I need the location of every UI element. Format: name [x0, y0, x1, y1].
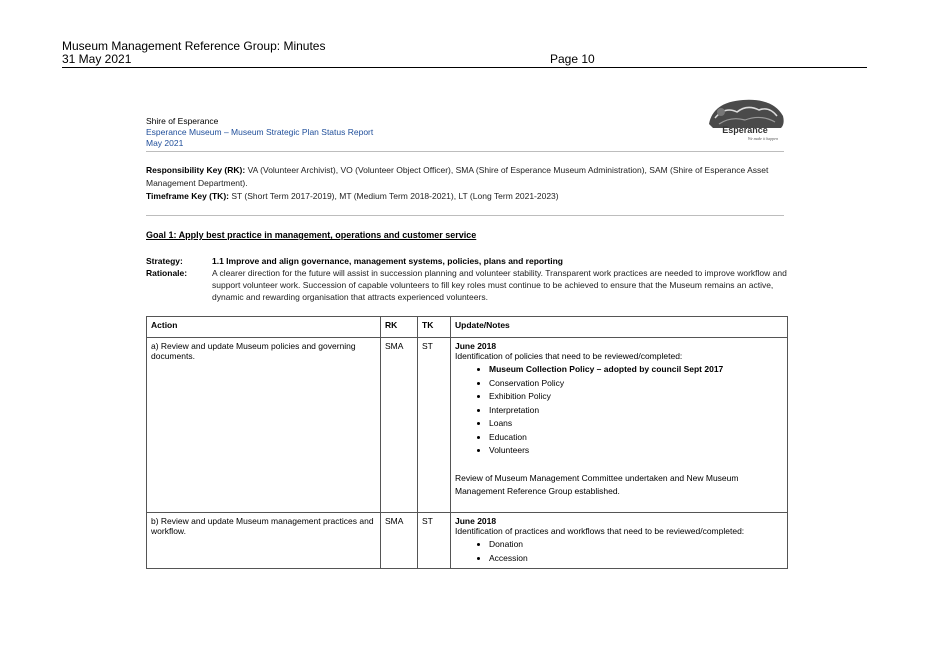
notes-date: June 2018 — [455, 341, 497, 351]
header-divider — [62, 67, 867, 68]
report-title: Esperance Museum – Museum Strategic Plan Status Report — [146, 127, 374, 137]
tk-text: ST (Short Term 2017-2019), MT (Medium Term 2018-2021), LT (Long Term 2021-2023) — [231, 191, 559, 201]
table-row — [147, 338, 788, 513]
col-header-action: Action — [147, 317, 381, 338]
list-item: • Museum Collection Policy – adopted by council Sept 2017 — [489, 363, 783, 377]
notes-intro: Identification of practices and workflows that need to be reviewed/completed: — [455, 526, 745, 536]
action-table — [146, 316, 788, 569]
org-name: Shire of Esperance — [146, 116, 219, 126]
review-note: Review of Museum Management Committee undertaken and New Museum Management Reference Group established. — [455, 472, 739, 496]
notes-intro: Identification of policies that need to be reviewed/completed: — [455, 351, 683, 361]
notes-date: June 2018 — [455, 516, 497, 526]
list-item: • Volunteers — [489, 444, 783, 458]
list-item: • Conservation Policy — [489, 377, 783, 391]
rationale-label: Rationale: — [146, 268, 188, 278]
strategy-label: Strategy: — [146, 256, 183, 266]
table-header-row — [147, 317, 788, 338]
list-item: • Exhibition Policy — [489, 390, 783, 404]
tk-label: Timeframe Key (TK): — [146, 191, 229, 201]
tk-cell: ST — [418, 513, 451, 569]
rationale-text: A clearer direction for the future will assist in succession planning and volunteer stability. Transparent work practices are needed to improve workflow and support volunteer work. Succession of capable volunteers to fill key roles must continue to be achieved to ensure that the Museum remains an active, dynamic and rewarding organisation that attracts experienced volunteers. — [212, 268, 787, 302]
list-item: • Loans — [489, 417, 783, 431]
action-cell: a) Review and update Museum policies and governing documents. — [147, 338, 381, 513]
action-cell: b) Review and update Museum management practices and workflow. — [147, 513, 381, 569]
rk-text: VA (Volunteer Archivist), VO (Volunteer Object Officer), SMA (Shire of Esperance Museum Administration), SAM (Shire of Esperance Asset Management Department). — [146, 165, 769, 188]
minutes-title: Museum Management Reference Group: Minutes — [62, 39, 326, 53]
report-date: May 2021 — [146, 138, 184, 148]
responsibility-key — [146, 164, 786, 190]
col-header-rk: RK — [381, 317, 418, 338]
list-item: • Donation — [489, 538, 783, 552]
report-heading — [146, 116, 373, 149]
page-number: Page 10 — [550, 52, 595, 66]
timeframe-key — [146, 190, 786, 203]
logo-tagline: We make it happen — [747, 136, 779, 141]
policy-list — [455, 363, 783, 458]
rk-label: Responsibility Key (RK): — [146, 165, 246, 175]
list-item: • Interpretation — [489, 404, 783, 418]
list-item: • Education — [489, 431, 783, 445]
minutes-date: 31 May 2021 — [62, 52, 132, 66]
logo-wordmark: Esperance — [722, 125, 768, 135]
goal-heading: Goal 1: Apply best practice in management, operations and customer service — [146, 230, 477, 240]
practice-list — [455, 538, 783, 565]
divider — [146, 151, 784, 152]
notes-cell — [451, 513, 788, 569]
col-header-notes: Update/Notes — [451, 317, 788, 338]
tk-cell: ST — [418, 338, 451, 513]
keys-section — [146, 164, 786, 203]
shire-of-esperance-logo — [703, 94, 787, 142]
rk-cell: SMA — [381, 513, 418, 569]
list-item: • Accession — [489, 552, 783, 566]
notes-cell — [451, 338, 788, 513]
table-row — [147, 513, 788, 569]
divider — [146, 215, 784, 216]
strategy-text: 1.1 Improve and align governance, management systems, policies, plans and reporting — [212, 256, 563, 266]
col-header-tk: TK — [418, 317, 451, 338]
rk-cell: SMA — [381, 338, 418, 513]
